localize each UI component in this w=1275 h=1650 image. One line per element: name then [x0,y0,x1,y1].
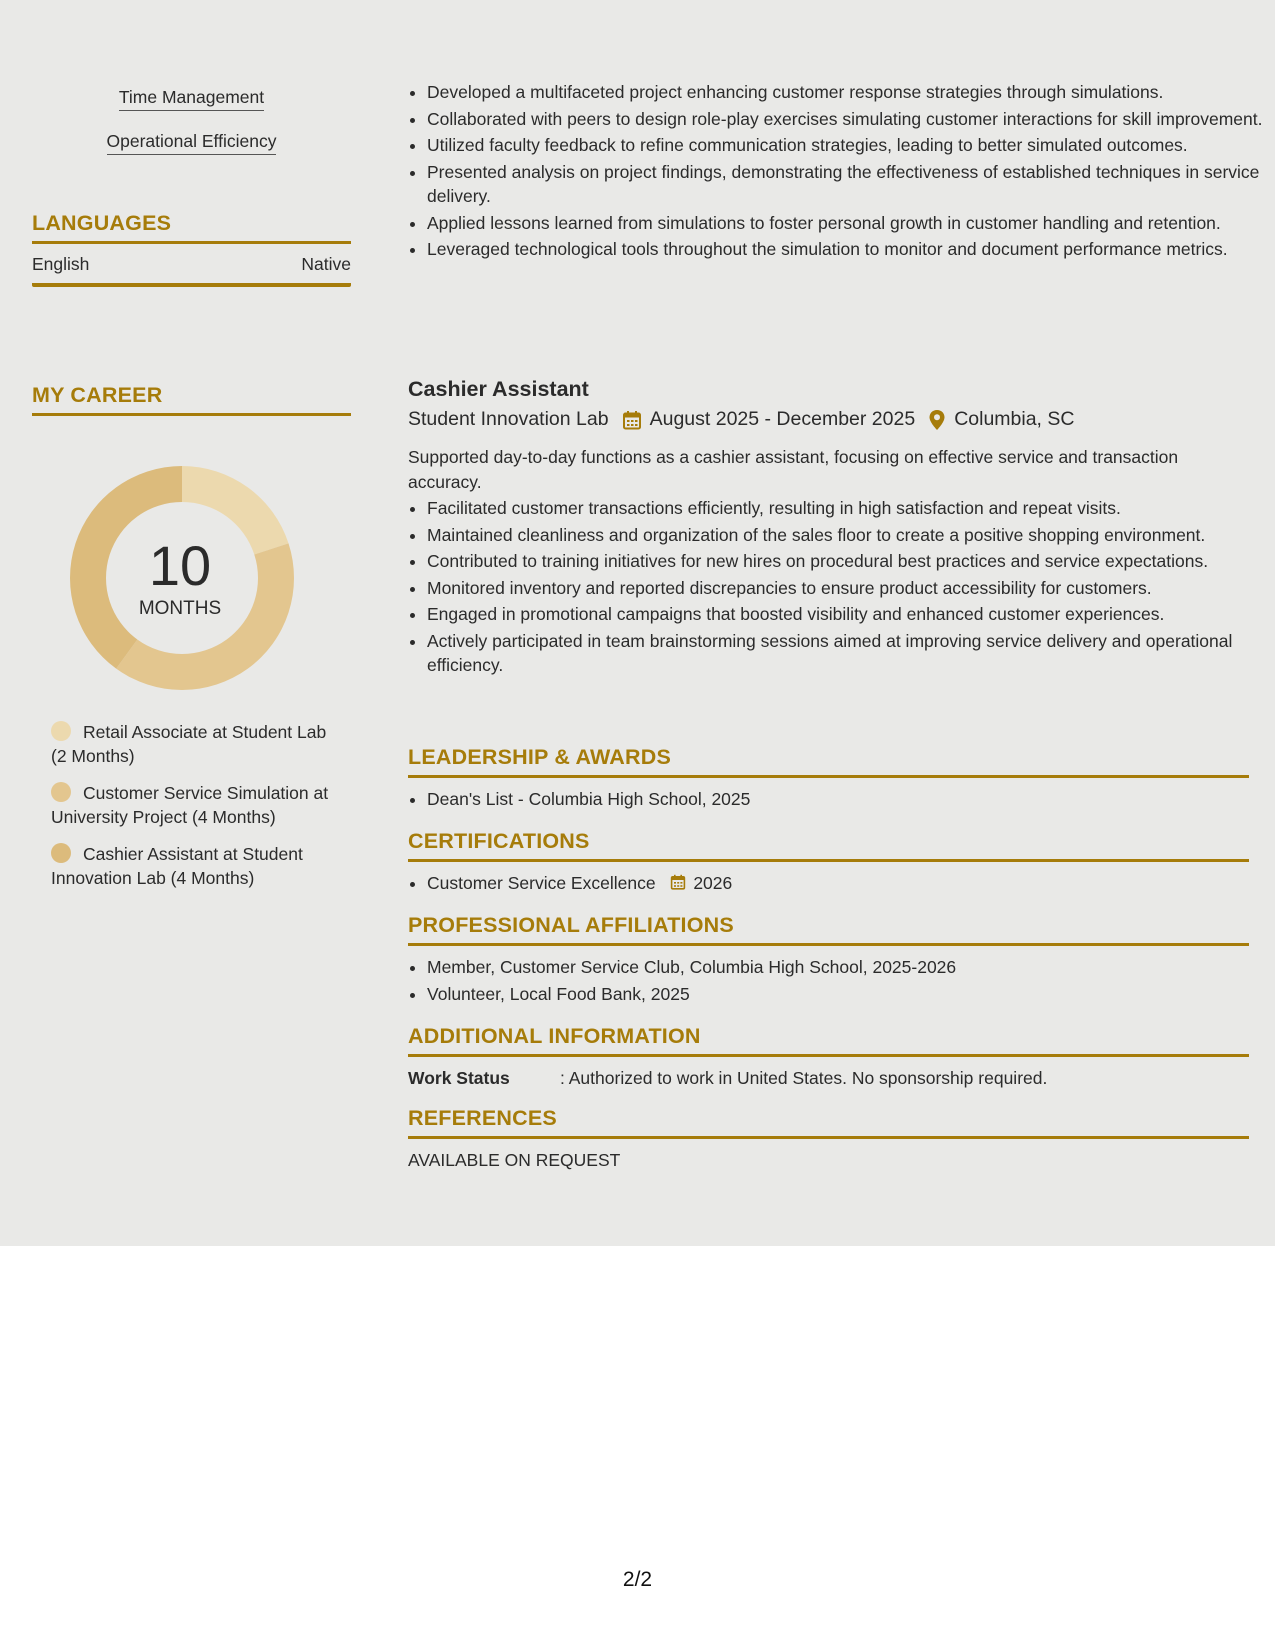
job-dates: August 2025 - December 2025 [649,408,916,430]
career-donut-chart [62,458,302,698]
list-item: • Collaborated with peers to design role-play exercises simulating customer interactions for skill improvement. [427,107,1268,132]
list-item: • Engaged in promotional campaigns that boosted visibility and enhanced customer experiences. [427,602,1249,627]
list-item: • Leveraged technological tools throughout the simulation to monitor and document performance metrics. [427,237,1268,262]
project-bullets [408,80,1268,264]
additional-section [408,1024,1249,1091]
job-company: Student Innovation Lab [408,408,609,430]
career-total-unit: MONTHS [138,598,222,619]
certifications-section [408,829,1249,898]
list-item: • Member, Customer Service Club, Columbia High School, 2025-2026 [427,955,1249,980]
work-status-value: : Authorized to work in United States. No sponsorship required. [560,1068,1048,1088]
list-item: • Applied lessons learned from simulations to foster personal growth in customer handling and retention. [427,211,1268,236]
legend-dot [51,721,71,741]
work-status-label: Work Status [408,1068,510,1088]
skill-item: Operational Efficiency [32,131,351,155]
skill-item: Time Management [32,87,351,111]
language-level: Native [301,254,351,274]
job-entry [408,377,1249,680]
legend-item: Cashier Assistant at Student Innovation Lab (4 Months) [51,844,303,888]
affiliations-section [408,913,1249,1008]
certification-year: 2026 [693,873,733,893]
list-item: • Presented analysis on project findings, demonstrating the effectiveness of established techniques in service delivery. [427,160,1268,209]
skills-list [32,87,351,111]
references-section [408,1106,1249,1173]
leadership-section [408,745,1249,814]
list-item: • Dean's List - Columbia High School, 2025 [427,787,1249,812]
list-item: • Utilized faculty feedback to refine communication strategies, leading to better simulated outcomes. [427,133,1268,158]
work-status-row [408,1066,1249,1091]
legend-item: Customer Service Simulation at University Project (4 Months) [51,783,329,827]
certification-name: Customer Service Excellence [427,873,656,893]
languages-section [32,211,351,287]
affiliations-heading: PROFESSIONAL AFFILIATIONS [408,913,1249,946]
skills-list-2 [32,131,351,155]
legend-item: Retail Associate at Student Lab (2 Months) [51,722,327,766]
page-number: 2/2 [622,1568,653,1591]
list-item: • Facilitated customer transactions efficiently, resulting in high satisfaction and repeat visits. [427,496,1249,521]
list-item: • Developed a multifaceted project enhancing customer response strategies through simulations. [427,80,1268,105]
map-pin-icon [928,409,946,431]
references-text: AVAILABLE ON REQUEST [408,1150,621,1170]
job-meta [408,408,1249,431]
career-legend [51,720,336,903]
calendar-icon [622,410,642,430]
career-total-number: 10 [148,534,212,597]
list-item: • Monitored inventory and reported discrepancies to ensure product accessibility for customers. [427,576,1249,601]
list-item: • Maintained cleanliness and organization of the sales floor to create a positive shopping environment. [427,523,1249,548]
job-location: Columbia, SC [954,408,1075,430]
list-item: • Actively participated in team brainstorming sessions aimed at improving service delivery and operational efficiency. [427,629,1249,678]
leadership-heading: LEADERSHIP & AWARDS [408,745,1249,778]
calendar-icon [670,873,686,891]
list-item: • Contributed to training initiatives for new hires on procedural best practices and service expectations. [427,549,1249,574]
legend-dot [51,782,71,802]
references-heading: REFERENCES [408,1106,1249,1139]
job-title: Cashier Assistant [408,377,589,401]
career-section [32,383,351,416]
language-name: English [32,254,90,274]
language-row [32,244,351,287]
career-heading: MY CAREER [32,383,351,416]
certifications-heading: CERTIFICATIONS [408,829,1249,862]
job-summary: Supported day-to-day functions as a cashier assistant, focusing on effective service and transaction accuracy. [408,447,1179,492]
job-bullets [408,496,1249,678]
legend-dot [51,843,71,863]
list-item: • Volunteer, Local Food Bank, 2025 [427,982,1249,1007]
languages-heading: LANGUAGES [32,211,351,244]
additional-heading: ADDITIONAL INFORMATION [408,1024,1249,1057]
certification-item [427,871,1249,896]
